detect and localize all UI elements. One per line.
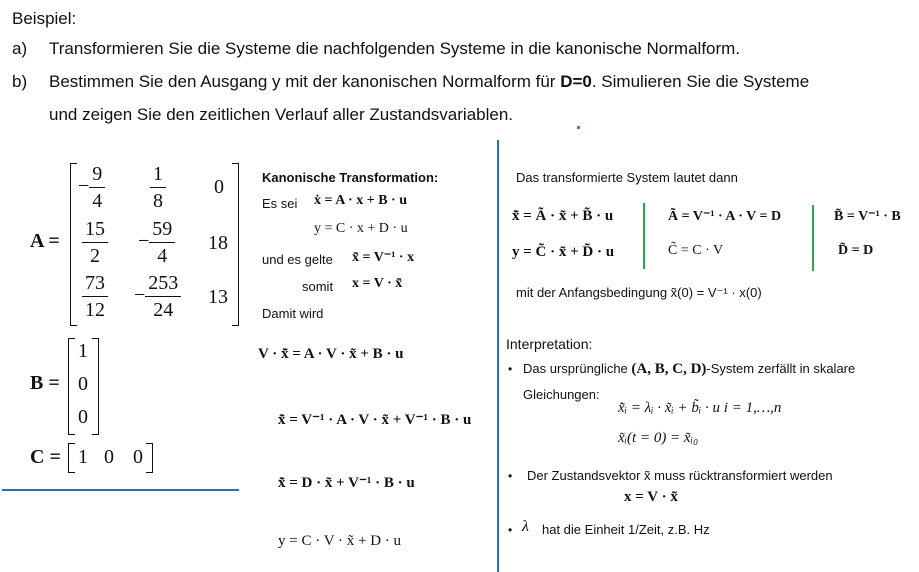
bullet-2-text: Der Zustandsvektor x̃ muss rücktransformiert werden — [527, 468, 833, 483]
eq-state: ẋ = A · x + B · u — [314, 193, 407, 208]
bullet-2: • — [508, 469, 513, 483]
matrix-a-r0c2: 0 — [214, 176, 224, 198]
matrix-b-r1: 0 — [78, 373, 88, 395]
matrix-c-c1: 0 — [104, 446, 114, 468]
lambda-symbol: λ — [522, 518, 529, 535]
matrix-a-r2c0: $\frac{73}{12}$ — [82, 270, 108, 323]
task-b-marker: b) — [12, 72, 28, 91]
matrix-b-r0: 1 — [78, 340, 88, 362]
und-es-gelte-label: und es gelte — [262, 252, 333, 267]
sys-state: x̃̇ = Ã · x̃ + B̃ · u — [512, 208, 614, 224]
matrix-a-r1c2: 18 — [208, 232, 228, 254]
matrix-c-c2: 0 — [133, 446, 143, 468]
bullet-3: • — [508, 523, 513, 537]
matrix-b-label: B = — [30, 372, 60, 394]
matrix-b-r2: 0 — [78, 406, 88, 428]
task-b-text-line2: und zeigen Sie den zeitlichen Verlauf aller Zustandsvariablen. — [49, 105, 514, 124]
def-b-tilde: B̃ = V⁻¹ · B — [834, 209, 901, 224]
initial-condition: mit der Anfangsbedingung x̃(0) = V⁻¹ · x(0) — [516, 285, 762, 300]
def-a-tilde: Ã = V⁻¹ · A · V = D — [668, 209, 782, 224]
eq-diagonal: x̃̇ = D · x̃ + V⁻¹ · B · u — [278, 475, 415, 491]
es-sei-label: Es sei — [262, 196, 298, 211]
matrix-a-bracket-right — [232, 163, 239, 326]
eq-substituted: V · x̃̇ = A · V · x̃ + B · u — [258, 346, 404, 362]
matrix-c-c0: 1 — [78, 446, 88, 468]
green-separator-2 — [812, 205, 814, 271]
eq-inverse: x = V · x̃ — [352, 276, 403, 291]
green-dot — [577, 126, 580, 129]
matrix-b-bracket-right — [92, 338, 99, 435]
bullet-1-text: Das ursprüngliche (A, B, C, D)-System zerfällt in skalare — [523, 361, 856, 377]
horizontal-divider — [2, 489, 239, 491]
green-separator-1 — [643, 203, 645, 269]
somit-label: somit — [302, 279, 334, 294]
eq-output: y = C · x + D · u — [314, 221, 408, 236]
matrix-a-label: A = — [30, 230, 60, 252]
task-b-text: Bestimmen Sie den Ausgang y mit der kanonischen Normalform für D=0. Simulieren Sie die Systeme — [49, 72, 810, 91]
matrix-b-bracket-left — [68, 338, 75, 435]
matrix-a-r0c1: $\frac{1}{8}$ — [150, 161, 166, 214]
canonical-title: Kanonische Transformation: — [262, 170, 439, 185]
matrix-a-r2c2: 13 — [208, 286, 228, 308]
matrix-c-label: C = — [30, 446, 61, 468]
matrix-c-bracket-right — [146, 443, 153, 473]
matrix-a-r1c0: $\frac{15}{2}$ — [82, 216, 108, 269]
interpretation-title: Interpretation: — [506, 336, 593, 352]
vertical-divider — [497, 140, 499, 572]
eq-transform: x̃ = V⁻¹ · x — [352, 250, 415, 265]
matrix-a-r1c1: − $\frac{59}{4}$ — [138, 216, 175, 269]
sys-output: y = C̃ · x̃ + D̃ · u — [512, 244, 615, 260]
heading: Beispiel: — [12, 9, 77, 28]
scalar-initial: x̃ᵢ(t = 0) = x̃ᵢ₀ — [618, 430, 699, 446]
def-d-tilde: D̃ = D — [838, 243, 874, 258]
eq-output-transformed: y = C · V · x̃ + D · u — [278, 533, 402, 549]
damit-wird-label: Damit wird — [262, 306, 324, 321]
bullet-1: • — [508, 362, 513, 376]
task-a-text: Transformieren Sie die Systeme die nachfolgenden Systeme in die kanonische Normalform. — [49, 39, 741, 58]
scalar-equation: x̃̇ᵢ = λᵢ · x̃ᵢ + b̃ᵢ · u i = 1,…,n — [618, 400, 782, 416]
gleichungen-label: Gleichungen: — [523, 387, 600, 402]
transformed-intro: Das transformierte System lautet dann — [516, 170, 738, 185]
back-transform-eq: x = V · x̃ — [624, 489, 678, 505]
matrix-a-bracket-left — [70, 163, 77, 326]
matrix-a-r0c0: − $\frac{9}{4}$ — [78, 161, 105, 214]
def-c-tilde: C̃ = C · V — [668, 243, 724, 258]
matrix-a-r2c1: − $\frac{253}{24}$ — [134, 270, 181, 323]
eq-transformed: x̃̇ = V⁻¹ · A · V · x̃ + V⁻¹ · B · u — [278, 412, 472, 428]
bullet-3-text: hat die Einheit 1/Zeit, z.B. Hz — [542, 522, 710, 537]
task-a-marker: a) — [12, 39, 28, 58]
matrix-c-bracket-left — [68, 443, 75, 473]
